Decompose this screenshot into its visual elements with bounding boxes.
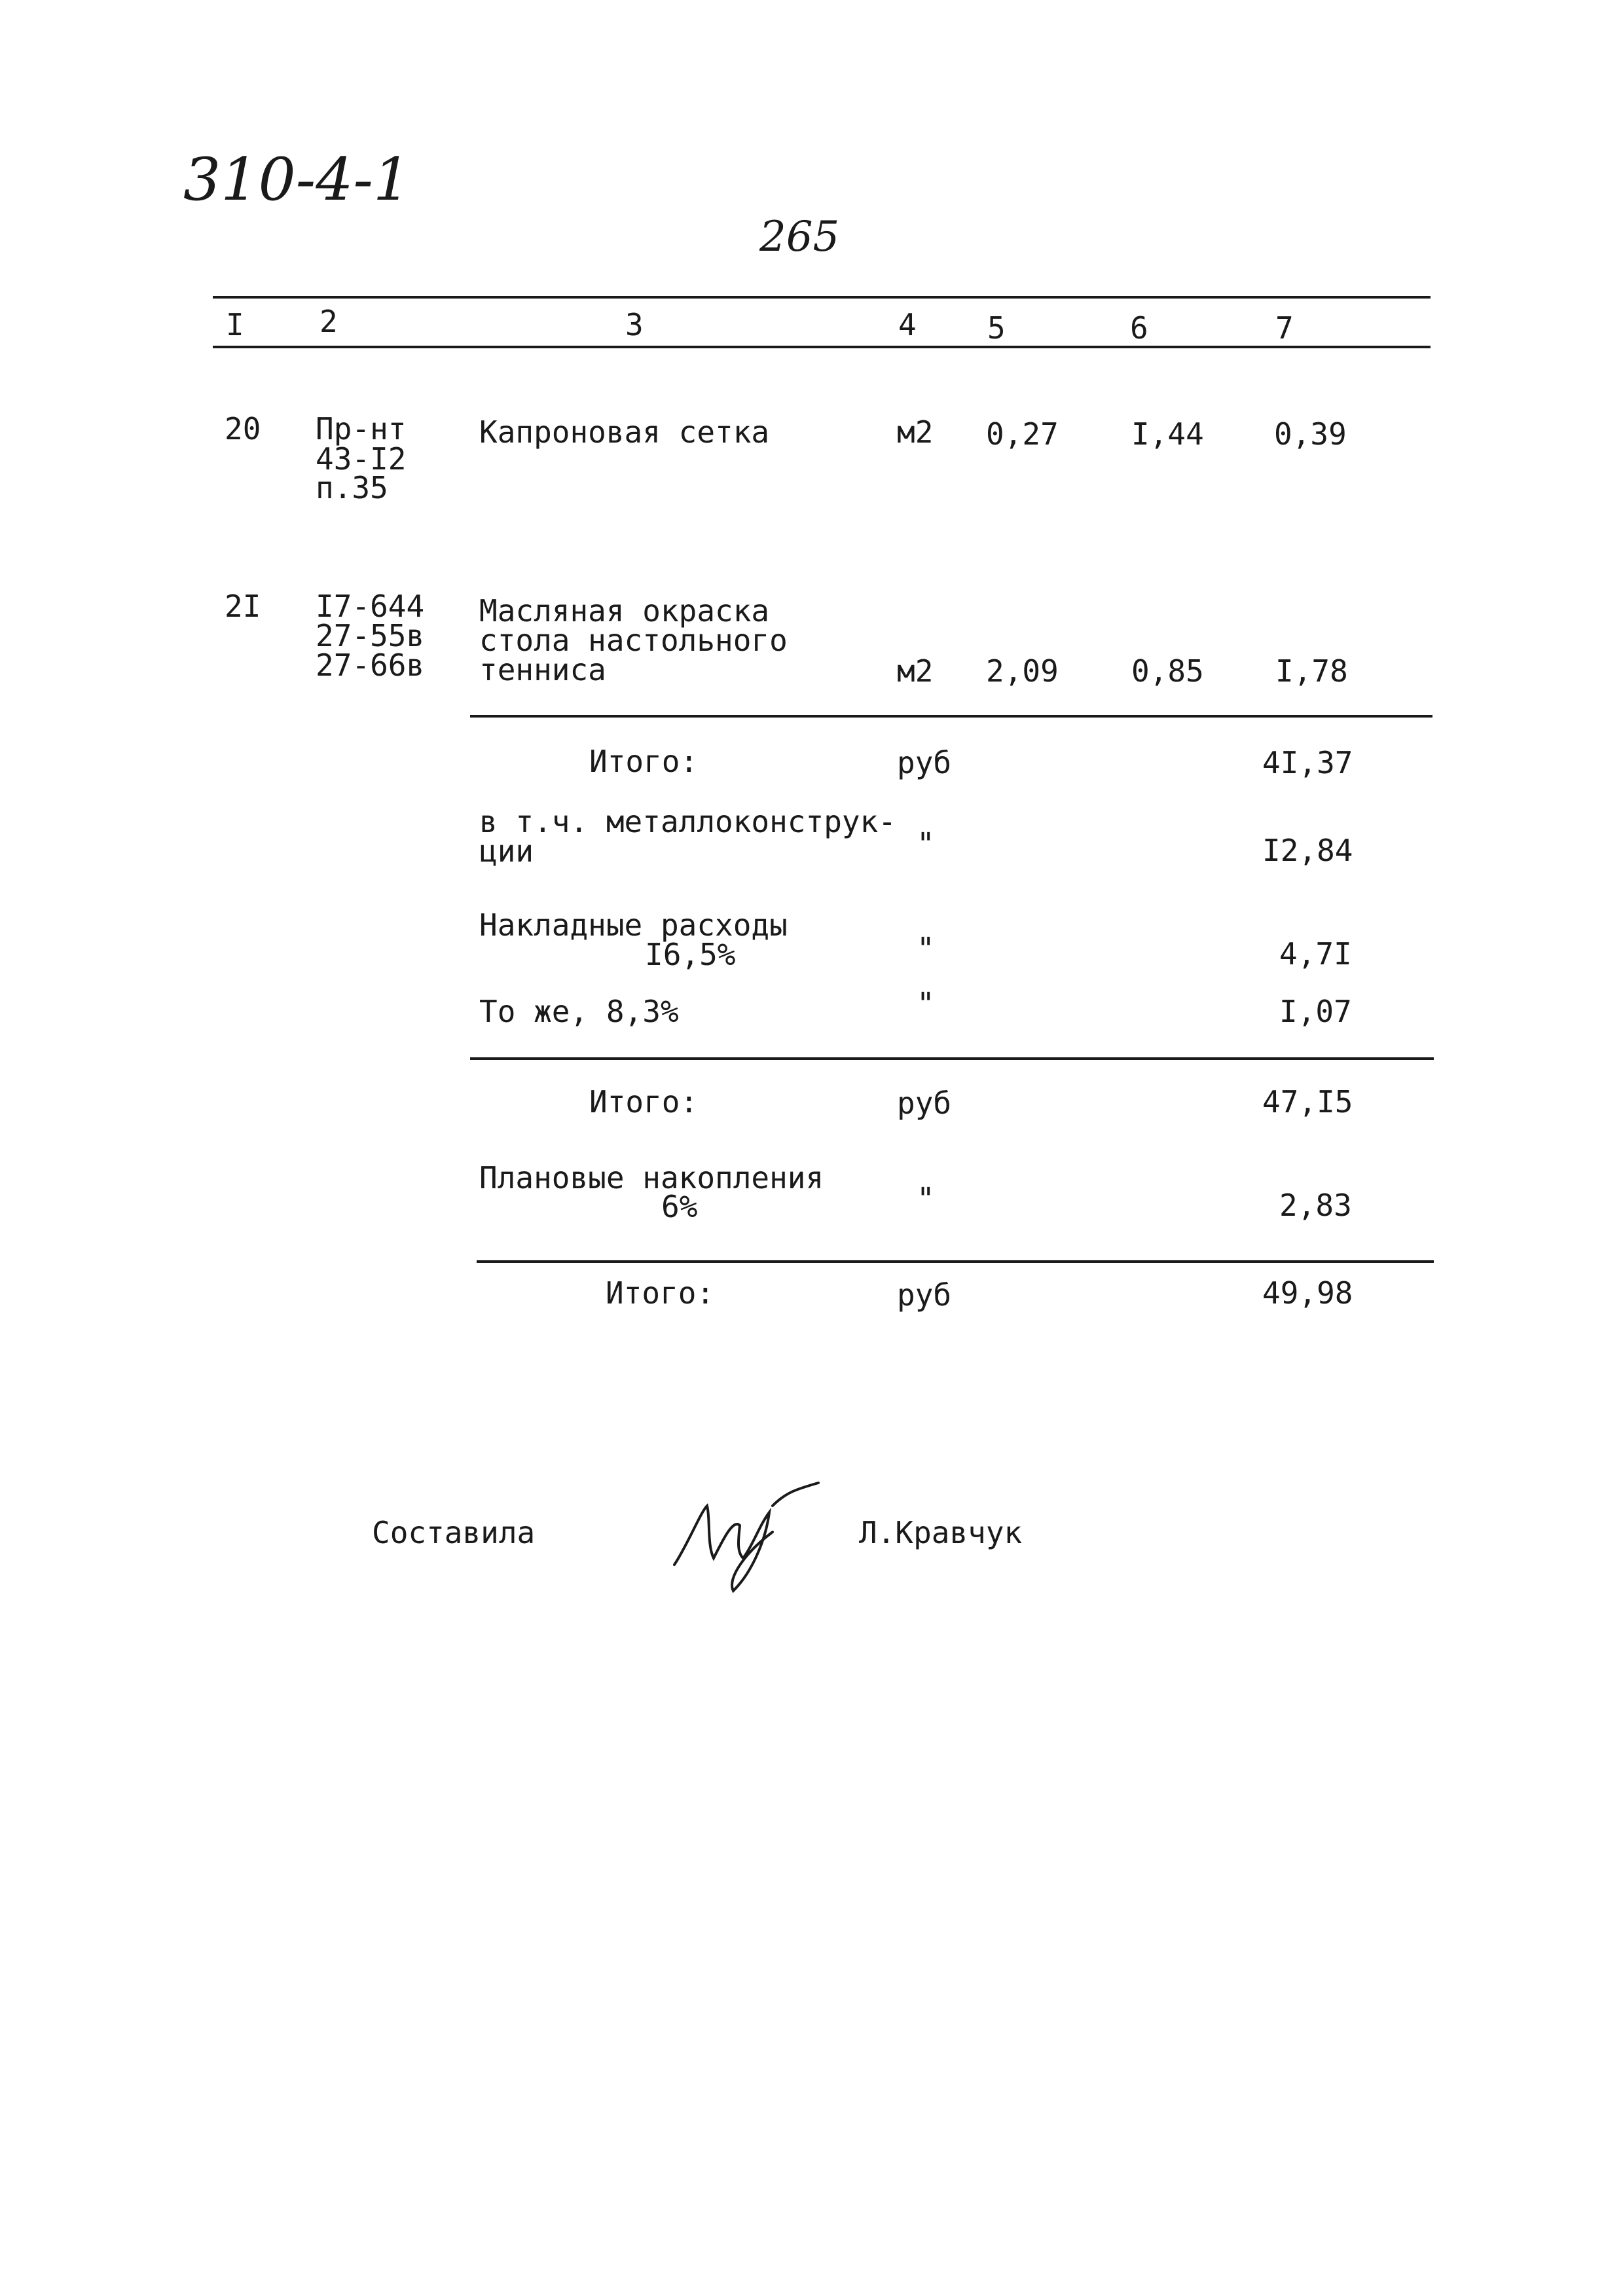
row-21-total: I,78	[1275, 653, 1348, 689]
page-number: 265	[759, 213, 840, 261]
row-21-unit: м2	[897, 653, 934, 689]
row-21-qty: 2,09	[986, 653, 1059, 689]
row-20-ref-1: Пр-нт	[316, 411, 407, 446]
overhead-label-2: I6,5%	[645, 937, 736, 972]
planned-savings-value: 2,83	[1279, 1188, 1352, 1223]
planned-savings-unit: "	[917, 1181, 935, 1216]
signature-stroke-2	[773, 1483, 818, 1506]
total-1-value: 4I,37	[1262, 745, 1353, 780]
header-rule-top	[213, 296, 1431, 299]
row-20-total: 0,39	[1274, 416, 1347, 452]
metal-structures-value: I2,84	[1262, 833, 1353, 868]
overhead-label-1: Накладные расходы	[479, 907, 788, 943]
metal-structures-label-1: в т.ч. металлоконструк-	[479, 804, 896, 839]
row-20-ref-2: 43-I2	[316, 441, 407, 477]
row-20-qty: 0,27	[986, 416, 1059, 452]
same-label: То же, 8,3%	[479, 994, 679, 1029]
planned-savings-label-2: 6%	[661, 1189, 698, 1224]
total-2-unit: руб	[897, 1085, 952, 1121]
row-20-price: I,44	[1131, 416, 1204, 452]
row-20-name: Капроновая сетка	[479, 414, 770, 450]
subtotal-rule-2	[470, 1057, 1434, 1060]
signature-stroke-1	[674, 1506, 773, 1591]
row-21-price: 0,85	[1131, 653, 1204, 689]
compiled-label: Составила	[372, 1515, 536, 1550]
col-header-6: 6	[1130, 310, 1148, 346]
row-20-num: 20	[225, 411, 261, 446]
col-header-4: 4	[898, 307, 917, 342]
row-21-num: 2I	[225, 589, 261, 624]
row-21-ref-1: I7-644	[316, 589, 425, 624]
subtotal-rule-3	[477, 1260, 1434, 1263]
total-3-label: Итого:	[606, 1275, 715, 1311]
row-21-ref-3: 27-66в	[316, 647, 425, 683]
row-21-name-2: стола настольного	[479, 623, 788, 658]
row-21-name-1: Масляная окраска	[479, 593, 770, 629]
col-header-7: 7	[1275, 310, 1294, 346]
overhead-value: 4,7I	[1279, 936, 1352, 972]
col-header-3: 3	[625, 307, 644, 342]
same-value: I,07	[1279, 994, 1352, 1029]
planned-savings-label-1: Плановые накопления	[479, 1160, 824, 1195]
total-3-unit: руб	[897, 1277, 952, 1313]
same-unit: "	[917, 986, 935, 1021]
total-2-label: Итого:	[589, 1084, 699, 1120]
total-3-value: 49,98	[1262, 1275, 1353, 1311]
subtotal-rule-1	[470, 715, 1432, 718]
metal-structures-label-2: ции	[479, 833, 534, 869]
signature	[661, 1467, 845, 1597]
overhead-unit: "	[917, 931, 935, 966]
total-1-unit: руб	[897, 745, 952, 780]
col-header-2: 2	[319, 304, 338, 339]
row-21-ref-2: 27-55в	[316, 618, 425, 653]
header-rule-bottom	[213, 346, 1431, 348]
row-20-unit: м2	[897, 414, 934, 450]
doc-code: 310-4-1	[183, 145, 411, 214]
total-1-label: Итого:	[589, 744, 699, 779]
metal-structures-unit: "	[917, 826, 935, 862]
row-20-ref-3: п.35	[316, 470, 388, 505]
signatory-name: Л.Кравчук	[859, 1515, 1023, 1550]
col-header-1: I	[226, 307, 244, 342]
row-21-name-3: тенниса	[479, 652, 606, 687]
col-header-5: 5	[987, 310, 1006, 346]
total-2-value: 47,I5	[1262, 1084, 1353, 1120]
